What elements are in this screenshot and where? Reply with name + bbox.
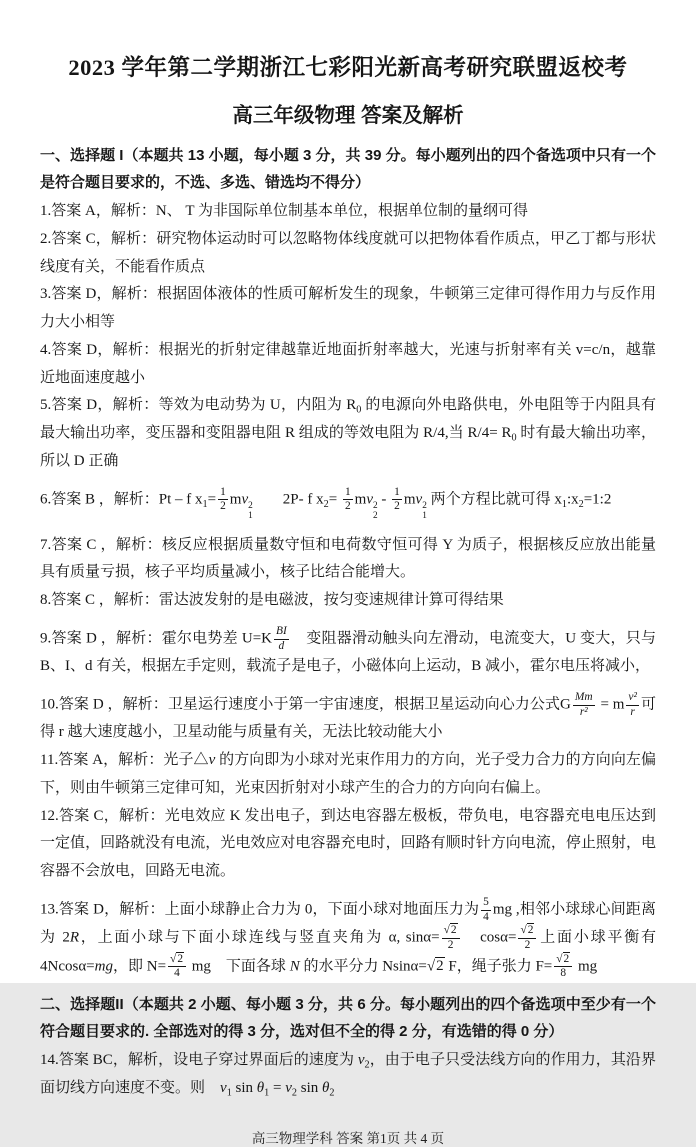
math-fraction — [481, 896, 491, 924]
answer-13: 13.答案 D，解析：上面小球静止合力为 0，下面小球对地面压力为 $\frac{5}{4}$ mg ,相邻小球球心间距离为 2R，上面小球与下面小球连线与竖直夹角为 α, sinα= $\frac{√2}{2}$ cosα= $\frac{√2}{2}$ 上面小球平衡有 4Ncosα=mg，即 N= $\frac{√2}{4}$ mg 下面各球 N 的水平分力 Nsinα=√2 F，绳子张力 F= $\frac{√2}{8}$ mg — [40, 895, 656, 980]
radicand: 2 — [563, 952, 570, 965]
math-sup-sub — [422, 502, 427, 522]
math-fraction — [573, 691, 595, 719]
math-subscript: 1 — [202, 498, 208, 510]
answer-8: 8.答案 C ，解析：雷达波发射的是电磁波，按匀变速规律计算可得结果 — [40, 592, 504, 609]
fraction-numerator: √2 — [442, 924, 460, 939]
answer-5: 5.答案 D，解析：等效为电动势为 U，内阻为 $R_0$ 的电源向外电路供电，外电阻等于内阻具有最大输出功率，变压器和变阻器电阻 R 组成的等效电阻为 R/4,当 $R/4= R_0$ 时有最大输出功率，所以 D 正确 — [40, 397, 656, 469]
math-subscript: 1 — [422, 510, 427, 521]
fraction-denominator: 2 — [447, 939, 454, 952]
math-subscript: 1 — [248, 510, 253, 521]
math-fraction — [442, 924, 460, 952]
math-subscript: 2 — [372, 510, 378, 521]
radicand: 2 — [450, 924, 457, 937]
fraction-denominator: r² — [579, 705, 588, 718]
math-variable: R — [69, 929, 80, 946]
page-footer: 高三物理学科 答案 第1页 共 4 页 — [251, 1130, 445, 1146]
math-variable: v — [415, 491, 423, 508]
math-subscript: 2 — [578, 498, 584, 510]
math-fraction — [343, 486, 353, 514]
answer-10: 10.答案 D ，解析：卫星运行速度小于第一宇宙速度，根据卫星运动向心力公式G $\frac{Mm}{\text{r²}}$ = m $\frac{\text{v²}}{r}$ 可得 r 越大速度越小，卫星动能与质量有关，无法比较动能大小 — [40, 691, 656, 741]
math-fraction — [626, 691, 638, 719]
answer-2: 2.答案 C，解析：研究物体运动时可以忽略物体线度就可以把物体看作质点，甲乙丁都与形状线度有关，不能看作质点 — [40, 230, 656, 275]
math-variable: v — [357, 1052, 365, 1069]
math-subscript: 1 — [264, 1087, 270, 1099]
math-variable: v — [366, 491, 373, 508]
math-variable: v — [285, 1079, 292, 1096]
fraction-numerator: √2 — [168, 953, 186, 968]
radicand: 2 — [527, 924, 534, 937]
answer-7: 7.答案 C ，解析：核反应根据质量数守恒和电荷数守恒可得 Y 为质子，根据核反应放出能量具有质量亏损，核子平均质量减小，核子比结合能增大。 — [40, 536, 656, 581]
math-variable: mg — [94, 958, 113, 975]
answer-1: 1.答案 A，解析：N、 T 为非国际单位制基本单位，根据单位制的量纲可得 — [40, 203, 529, 219]
radicand: 2 — [177, 952, 184, 965]
math-fraction — [274, 625, 289, 653]
math-fraction — [518, 924, 536, 952]
fraction-denominator: r — [630, 705, 635, 718]
math-radical: √2 — [426, 958, 444, 975]
math-variable: N — [289, 958, 300, 975]
math-subscript: 1 — [561, 498, 567, 510]
answer-3: 3.答案 D，解析：根据固体液体的性质可解析发生的现象，牛顿第三定律可得作用力与反作用力大小相等 — [40, 286, 656, 330]
fraction-denominator: 4 — [483, 910, 489, 923]
fraction-denominator: 2 — [344, 500, 351, 513]
fraction-numerator: √2 — [518, 924, 536, 939]
fraction-denominator: 4 — [174, 967, 180, 980]
fraction-numerator: Mm — [573, 691, 595, 706]
fraction-denominator: d — [278, 639, 285, 652]
answer-4: 4.答案 D，解析：根据光的折射定律越靠近地面折射率越大，光速与折射率有关 v=c/n，越靠近地面速度越小 — [40, 341, 656, 386]
math-subscript: 2 — [329, 1087, 335, 1099]
fraction-numerator: v² — [626, 691, 638, 706]
math-sup-sub — [373, 502, 378, 522]
radicand: 2 — [436, 958, 444, 975]
fraction-denominator: 2 — [394, 500, 400, 513]
math-subscript: 2 — [291, 1087, 297, 1099]
math-variable: v — [208, 752, 216, 769]
fraction-numerator: √2 — [554, 953, 572, 968]
answer-12: 12.答案 C，解析：光电效应 K 发出电子，到达电容器左极板，带负电，电容器充电电压达到一定值，回路就没有电流，光电效应对电容器充电时，回路有顺时针方向电流，停止照射，电容器不会放电，回路无电流。 — [40, 807, 656, 880]
math-subscript: 1 — [226, 1087, 232, 1099]
math-variable: θ — [322, 1079, 330, 1096]
math-fraction — [218, 486, 228, 514]
answer-11: 11.答案 A，解析：光子△v 的方向即为小球对光束作用力的方向，光子受力合力的方向向左偏下，则由牛顿第三定律可知，光束因折射对小球产生的合力的方向向右偏上。 — [40, 752, 656, 796]
math-fraction — [392, 486, 402, 514]
page-title: 2023 学年第二学期浙江七彩阳光新高考研究联盟返校考 — [68, 55, 628, 80]
answer-14: 14.答案 BC，解析，设电子穿过界面后的速度为 $v_2$，由于电子只受法线方向的作用力，其沿界面切线方向速度不变。则 $v_1$ $\sin \theta_1 = v_2$ $\sin \theta_2$ — [40, 1052, 656, 1099]
fraction-numerator: 5 — [481, 896, 491, 911]
fraction-numerator: 1 — [343, 486, 353, 501]
fraction-numerator: 1 — [392, 486, 402, 501]
fraction-numerator: BI — [274, 625, 289, 640]
math-fraction — [554, 953, 572, 981]
section-1-heading: 一、选择题 I（本题共 13 小题，每小题 3 分，共 39 分。每小题列出的四个备选项中只有一个是符合题目要求的，不选、多选、错选均不得分） — [40, 147, 656, 191]
answer-9: 9.答案 D ，解析：霍尔电势差 U=K $\frac{BI}{d}$ 变阻器滑动触头向左滑动，电流变大，U 变大，只与 B、I、d 有关，根据左手定则，载流子是电子，小磁体向上运动，B 减小，霍尔电压将减小， — [40, 624, 656, 675]
math-superscript: 2 — [248, 501, 253, 512]
math-subscript: 0 — [356, 404, 362, 416]
section-2-heading: 二、选择题II（本题共 2 小题、每小题 3 分，共 6 分。每小题列出的四个备选项中至少有一个符合题目要求的. 全部选对的得 3 分，选对但不全的得 2 分，有选错的得 0 分） — [40, 996, 656, 1041]
fraction-denominator: 8 — [560, 967, 567, 980]
math-subscript: 0 — [511, 432, 517, 444]
document-body — [40, 142, 656, 1103]
answer-6: 6.答案 B ，解析：Pt – f $x_1=$ $\frac{1}{2}$ mv 2 1 2P- f $x_2=$ $\frac{1}{2}$ mv 2 2 - $\frac{1}{2}$ mv 2 1 两个方程比就可得 $x_1:x_2=1:2$ — [40, 485, 612, 521]
math-fraction — [168, 953, 186, 981]
page-subtitle: 高三年级物理 答案及解析 — [232, 104, 464, 127]
math-subscript: 2 — [364, 1059, 370, 1071]
fraction-numerator: 1 — [218, 486, 228, 501]
math-variable: θ — [256, 1079, 265, 1096]
math-variable: v — [241, 491, 249, 508]
math-subscript: 2 — [323, 498, 329, 510]
fraction-denominator: 2 — [524, 939, 531, 952]
math-superscript: 2 — [372, 501, 378, 512]
math-superscript: 2 — [422, 501, 427, 512]
fraction-denominator: 2 — [220, 500, 226, 513]
math-variable: v — [220, 1079, 227, 1096]
math-sup-sub — [248, 502, 253, 522]
